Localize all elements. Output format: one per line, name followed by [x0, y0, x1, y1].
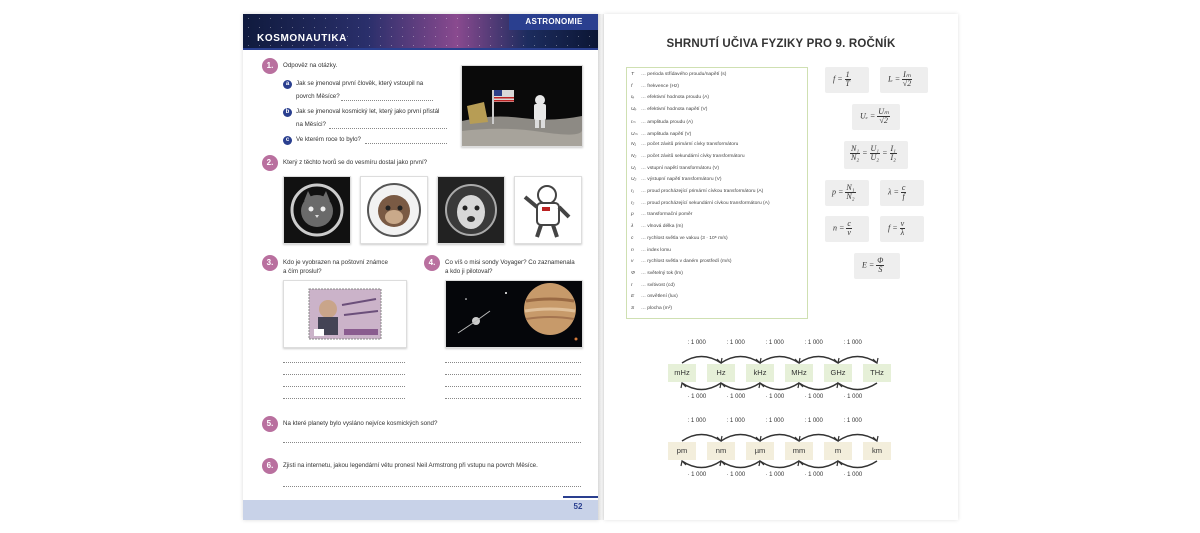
frequency-divide-arrowhead	[873, 358, 878, 363]
formula-4-eq1: =	[862, 148, 868, 158]
cat-astronaut-image	[283, 176, 351, 244]
human-astronaut-image	[514, 176, 582, 244]
summary-right-page	[604, 14, 958, 520]
length-divide-arrow	[682, 435, 721, 442]
legend-row	[631, 306, 672, 311]
formula-1-den: T	[845, 79, 850, 88]
question-4-number: 4.	[424, 255, 440, 271]
formula-4c-den: I₂	[890, 153, 896, 162]
length-multiply-arrowhead	[720, 461, 725, 466]
chapter-title: KOSMONAUTIKA	[257, 33, 347, 44]
frequency-multiply-arrowhead	[837, 383, 842, 388]
answer-line-1a[interactable]	[341, 100, 433, 101]
length-multiply-arrow	[838, 461, 877, 468]
formula-7-lhs: n =	[833, 223, 845, 233]
frequency-divide-arrow	[721, 357, 760, 364]
length-multiply-arrowhead	[837, 461, 842, 466]
answer-line-3-4[interactable]	[283, 398, 405, 399]
formula-8-num: v	[900, 219, 905, 228]
legend-row	[631, 189, 763, 194]
formula-3-num: Uₘ	[878, 107, 890, 116]
frequency-multiply-label: · 1 000	[804, 394, 824, 400]
legend-symbol: S	[631, 306, 635, 311]
legend-row	[631, 107, 707, 112]
question-3-line2: a čím proslul?	[283, 268, 322, 275]
length-multiply-arrow	[799, 461, 838, 468]
legend-row	[631, 131, 691, 137]
legend-symbol: Uₘ	[631, 131, 638, 137]
answer-line-3-1[interactable]	[283, 362, 405, 363]
formula-8-lhs: f =	[888, 223, 898, 233]
frequency-multiply-label: · 1 000	[765, 394, 785, 400]
length-divide-arrow	[760, 435, 799, 442]
formula-5-lhs: p =	[832, 187, 844, 197]
legend-description: … počet závitů sekundární cívky transformátoru	[641, 153, 745, 159]
question-2-number: 2.	[262, 155, 278, 171]
frequency-multiply-arrowhead	[759, 383, 764, 388]
legend-row	[631, 201, 770, 206]
length-multiply-label: · 1 000	[765, 472, 785, 478]
length-divide-arrowhead	[873, 436, 878, 441]
frequency-multiply-arrow	[682, 383, 721, 390]
answer-line-4-1[interactable]	[445, 362, 581, 363]
length-divide-label: : 1 000	[726, 418, 745, 424]
length-unit-box: pm	[668, 442, 696, 460]
length-divide-label: : 1 000	[765, 418, 784, 424]
length-unit-box: mm	[785, 442, 813, 460]
frequency-multiply-arrowhead	[798, 383, 803, 388]
legend-description: … rychlost světla ve vakuu (3 · 10⁸ m/s)	[641, 235, 728, 241]
question-1-number: 1.	[262, 58, 278, 74]
formula-2-den: √2	[902, 79, 912, 88]
formula-4a-num: N₁	[851, 144, 860, 153]
question-4-line2: a kdo ji pilotoval?	[445, 268, 493, 275]
frequency-multiply-arrow	[838, 383, 877, 390]
length-unit-box: km	[863, 442, 891, 460]
legend-row	[631, 95, 709, 100]
legend-row	[631, 84, 679, 89]
conversion-arrows	[604, 14, 958, 520]
legend-row	[631, 177, 721, 182]
formula-4-eq2: =	[882, 148, 888, 158]
question-1-text: Odpověz na otázky.	[283, 62, 338, 69]
legend-row	[631, 224, 683, 229]
workbook-left-page	[243, 14, 599, 520]
answer-line-1c[interactable]	[365, 143, 447, 144]
moon-landing-photo	[461, 65, 583, 147]
formula-9-lhs: E =	[862, 260, 875, 270]
legend-symbol: I₁	[631, 189, 634, 194]
dog-astronaut-image	[437, 176, 505, 244]
legend-symbol: Uₑ	[631, 107, 637, 113]
legend-row	[631, 154, 745, 159]
formula-6-den: f	[902, 192, 905, 201]
page-number: 52	[573, 502, 583, 511]
legend-row	[631, 259, 732, 264]
legend-description: … plocha (m²)	[641, 306, 672, 311]
legend-symbol: λ	[631, 224, 634, 230]
formula-3-lhs: Uₑ =	[860, 111, 876, 121]
answer-line-6[interactable]	[283, 486, 581, 487]
length-divide-arrow	[721, 435, 760, 442]
formula-5-den: N₂	[846, 192, 855, 201]
sub-a-badge: a	[283, 80, 292, 89]
legend-row	[631, 119, 693, 125]
formula-8-den: λ	[900, 228, 905, 237]
question-4-line1: Co víš o misi sondy Voyager? Co zaznamenala	[445, 259, 575, 266]
formula-4c-num: I₁	[890, 144, 896, 153]
frequency-unit-box: mHz	[668, 364, 696, 382]
frequency-divide-arrow	[799, 357, 838, 364]
legend-description: … perioda střídavého proudu/napětí (s)	[641, 72, 727, 77]
legend-description: … proud procházející sekundární cívkou transformátoru (A)	[641, 200, 770, 206]
legend-symbol: I	[631, 282, 633, 288]
legend-symbol: c	[631, 235, 634, 241]
length-divide-label: : 1 000	[804, 418, 823, 424]
question-3-number: 3.	[262, 255, 278, 271]
answer-line-5[interactable]	[283, 442, 581, 443]
question-1a-line2: povrch Měsíce?	[296, 93, 340, 100]
legend-description: … amplituda proudu (A)	[641, 119, 693, 125]
legend-description: … index lomu	[641, 247, 671, 253]
length-multiply-arrowhead	[759, 461, 764, 466]
legend-symbol: I₂	[631, 200, 635, 206]
length-multiply-arrowhead	[681, 461, 686, 466]
legend-row	[631, 166, 719, 171]
answer-line-4-4[interactable]	[445, 398, 581, 399]
sub-c-badge: c	[283, 136, 292, 145]
question-5-text: Na které planety bylo vysláno nejvíce kosmických sond?	[283, 420, 438, 427]
length-unit-box: nm	[707, 442, 735, 460]
frequency-unit-box: THz	[863, 364, 891, 382]
legend-symbol: Φ	[631, 270, 636, 276]
legend-symbol: f	[631, 83, 633, 89]
legend-row	[631, 142, 738, 147]
legend-description: … vlnová délka (m)	[641, 224, 684, 230]
legend-description: … osvětlení (lux)	[641, 294, 678, 300]
legend-symbol: Iₘ	[631, 119, 636, 125]
legend-symbol: N₂	[631, 153, 637, 159]
frequency-multiply-arrow	[760, 383, 799, 390]
formula-7-den: v	[847, 228, 851, 237]
question-3-line1: Kdo je vyobrazen na poštovní známce	[283, 259, 388, 266]
frequency-multiply-arrowhead	[720, 383, 725, 388]
legend-row	[631, 283, 675, 288]
formula-3-den: √2	[879, 116, 888, 125]
formula-6-lhs: λ =	[888, 187, 899, 197]
frequency-multiply-arrowhead	[681, 383, 686, 388]
legend-description: … transformační poměr	[641, 212, 693, 218]
length-unit-box: µm	[746, 442, 774, 460]
legend-description: … frekvence (Hz)	[641, 83, 680, 89]
frequency-multiply-label: · 1 000	[843, 394, 863, 400]
legend-symbol: N₁	[631, 142, 637, 148]
answer-line-3-3[interactable]	[283, 386, 405, 387]
length-multiply-arrow	[682, 461, 721, 468]
frequency-divide-label: : 1 000	[843, 340, 862, 346]
answer-line-4-3[interactable]	[445, 386, 581, 387]
question-1b-line1: Jak se jmenoval kosmický let, který jako první přistál	[296, 108, 440, 115]
length-multiply-label: · 1 000	[843, 472, 863, 478]
length-unit-box: m	[824, 442, 852, 460]
legend-description: … efektivní hodnota napětí (V)	[641, 107, 708, 113]
legend-symbol: T	[631, 72, 634, 77]
frequency-unit-box: Hz	[707, 364, 735, 382]
length-multiply-arrow	[721, 461, 760, 468]
formula-1-num: 1	[845, 70, 850, 79]
legend-row	[631, 248, 671, 253]
banner-rule	[243, 48, 599, 50]
frequency-multiply-label: · 1 000	[726, 394, 746, 400]
formula-9-num: Φ	[877, 256, 884, 265]
summary-title: SHRNUTÍ UČIVA FYZIKY PRO 9. ROČNÍK	[666, 38, 896, 50]
formula-7-num: c	[847, 219, 851, 228]
legend-row	[631, 236, 728, 241]
frequency-multiply-label: · 1 000	[687, 394, 707, 400]
length-multiply-arrowhead	[798, 461, 803, 466]
frequency-divide-label: : 1 000	[765, 340, 784, 346]
question-2-text: Který z těchto tvorů se do vesmíru dostal jako první?	[283, 159, 428, 166]
sub-b-badge: b	[283, 108, 292, 117]
legend-symbol: p	[631, 212, 634, 218]
frequency-unit-box: MHz	[785, 364, 813, 382]
legend-symbol: E	[631, 294, 635, 300]
length-multiply-label: · 1 000	[687, 472, 707, 478]
formula-4b-den: U₂	[870, 153, 880, 162]
length-divide-arrow	[838, 435, 877, 442]
legend-description: … vstupní napětí transformátoru (V)	[641, 165, 720, 171]
formula-2-num: Iₘ	[903, 70, 911, 79]
legend-description: … počet závitů primární cívky transformátoru	[641, 142, 739, 148]
frequency-divide-label: : 1 000	[687, 340, 706, 346]
question-1a-line1: Jak se jmenoval první člověk, který vstoupil na	[296, 80, 424, 87]
legend-symbol: n	[631, 247, 634, 253]
question-6-text: Zjisti na internetu, jakou legendární větu pronesl Neil Armstrong při vstupu na povrch Měsíce.	[283, 462, 538, 469]
frequency-unit-box: kHz	[746, 364, 774, 382]
formula-5-num: N₁	[846, 183, 855, 192]
gagarin-stamp-image	[283, 280, 407, 348]
answer-line-4-2[interactable]	[445, 374, 581, 375]
frequency-divide-arrow	[760, 357, 799, 364]
frequency-unit-box: GHz	[824, 364, 852, 382]
legend-row	[631, 271, 683, 276]
legend-row	[631, 294, 678, 299]
legend-description: … svítivost (cd)	[641, 282, 675, 288]
page-footer-bar	[243, 500, 599, 520]
formula-4b-num: U₁	[870, 144, 880, 153]
legend-symbol: U₂	[631, 177, 637, 183]
frequency-divide-label: : 1 000	[804, 340, 823, 346]
question-5-number: 5.	[262, 416, 278, 432]
length-divide-label: : 1 000	[687, 418, 706, 424]
length-multiply-arrow	[760, 461, 799, 468]
legend-description: … výstupní napětí transformátoru (V)	[641, 177, 722, 183]
formula-1-lhs: f =	[833, 74, 843, 84]
formula-4a-den: N₂	[851, 153, 860, 162]
legend-symbol: v	[631, 259, 634, 265]
answer-line-3-2[interactable]	[283, 374, 405, 375]
length-multiply-label: · 1 000	[726, 472, 746, 478]
frequency-divide-arrow	[682, 357, 721, 364]
legend-description: … proud procházející primární cívkou transformátoru (A)	[641, 189, 764, 194]
formula-2-lhs: Iₑ =	[888, 74, 901, 84]
question-6-number: 6.	[262, 458, 278, 474]
length-divide-arrow	[799, 435, 838, 442]
frequency-divide-label: : 1 000	[726, 340, 745, 346]
formula-9-den: S	[878, 265, 883, 274]
legend-description: … efektivní hodnota proudu (A)	[641, 95, 709, 101]
question-1c-line1: Ve kterém roce to bylo?	[296, 136, 362, 143]
legend-description: … amplituda napětí (V)	[641, 131, 692, 137]
frequency-multiply-arrow	[721, 383, 760, 390]
frequency-divide-arrow	[838, 357, 877, 364]
answer-line-1b[interactable]	[329, 128, 447, 129]
legend-description: … světelný tok (lm)	[641, 270, 683, 276]
page-number-rule	[563, 496, 599, 498]
question-1b-line2: na Měsíci?	[296, 121, 326, 128]
legend-symbol: U₁	[631, 165, 637, 171]
legend-row	[631, 212, 692, 217]
length-divide-label: : 1 000	[843, 418, 862, 424]
frequency-multiply-arrow	[799, 383, 838, 390]
subject-tab: ASTRONOMIE	[509, 14, 599, 30]
voyager-jupiter-image	[445, 280, 583, 348]
length-multiply-label: · 1 000	[804, 472, 824, 478]
legend-description: … rychlost světla v daném prostředí (m/s)	[641, 259, 732, 265]
legend-row	[631, 72, 726, 77]
monkey-astronaut-image	[360, 176, 428, 244]
legend-symbol: Iₑ	[631, 95, 635, 101]
formula-6-num: c	[901, 183, 906, 192]
